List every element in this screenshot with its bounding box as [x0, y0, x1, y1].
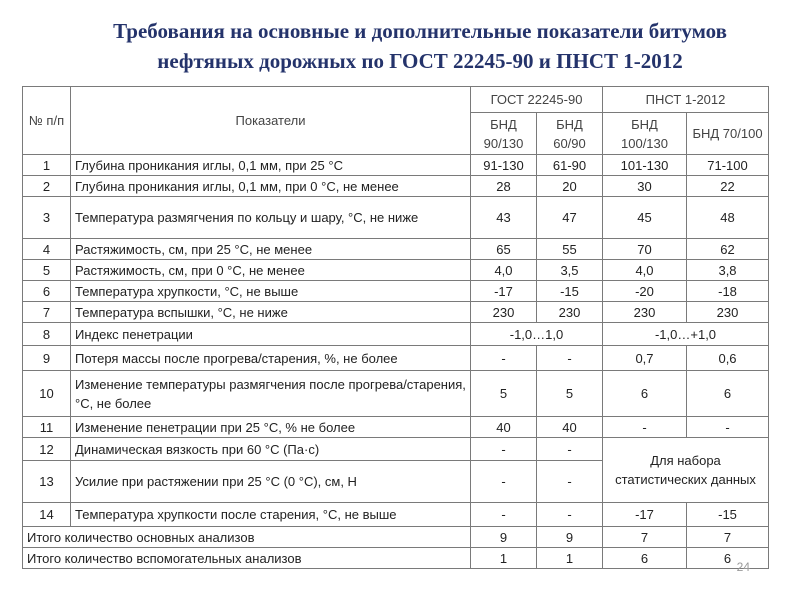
- row-value: 6: [603, 371, 687, 417]
- row-num: 12: [23, 438, 71, 461]
- totals-value: 9: [537, 527, 603, 548]
- row-value: 230: [687, 302, 769, 323]
- row-value: 230: [603, 302, 687, 323]
- row-value: -15: [687, 503, 769, 527]
- row-value: 230: [537, 302, 603, 323]
- row-value: -: [537, 438, 603, 461]
- header-gost: ГОСТ 22245-90: [471, 87, 603, 113]
- row-value: -20: [603, 281, 687, 302]
- row-value: 22: [687, 176, 769, 197]
- row-value: 3,8: [687, 260, 769, 281]
- row-value: -: [603, 417, 687, 438]
- table-row: [23, 260, 769, 281]
- row-value: -: [537, 503, 603, 527]
- totals-value: 6: [603, 548, 687, 569]
- row-num: 8: [23, 323, 71, 346]
- table-row: [23, 155, 769, 176]
- header-gost-col2: БНД 60/90: [537, 113, 603, 155]
- row-name: Температура вспышки, °С, не ниже: [71, 302, 471, 323]
- row-value: 5: [537, 371, 603, 417]
- requirements-table: [22, 86, 769, 569]
- header-gost-col1: БНД 90/130: [471, 113, 537, 155]
- totals-row-main: [23, 527, 769, 548]
- row-value: -: [471, 438, 537, 461]
- row-value: 48: [687, 197, 769, 239]
- table-row: [23, 239, 769, 260]
- row-num: 2: [23, 176, 71, 197]
- row-name: Растяжимость, см, при 0 °С, не менее: [71, 260, 471, 281]
- row-value: -: [471, 346, 537, 371]
- row-value: 0,6: [687, 346, 769, 371]
- header-pnst-col2: БНД 70/100: [687, 113, 769, 155]
- row-num: 1: [23, 155, 71, 176]
- row-num: 5: [23, 260, 71, 281]
- row-name: Глубина проникания иглы, 0,1 мм, при 0 °С, не менее: [71, 176, 471, 197]
- row-value: -: [471, 503, 537, 527]
- row-value: -: [537, 346, 603, 371]
- row-value: 30: [603, 176, 687, 197]
- row-value: 4,0: [471, 260, 537, 281]
- table-row: [23, 417, 769, 438]
- row-value: 71-100: [687, 155, 769, 176]
- row-value: -: [687, 417, 769, 438]
- row-value: -18: [687, 281, 769, 302]
- table-row: [23, 346, 769, 371]
- row-name: Температура размягчения по кольцу и шару, °С, не ниже: [71, 197, 471, 239]
- totals-value: 1: [537, 548, 603, 569]
- totals-value: 1: [471, 548, 537, 569]
- row-num: 9: [23, 346, 71, 371]
- row-value: 91-130: [471, 155, 537, 176]
- row-value: 45: [603, 197, 687, 239]
- row-value: 62: [687, 239, 769, 260]
- row-value: 4,0: [603, 260, 687, 281]
- row-value: 3,5: [537, 260, 603, 281]
- row-num: 10: [23, 371, 71, 417]
- row-name: Индекс пенетрации: [71, 323, 471, 346]
- row-value: 6: [687, 371, 769, 417]
- totals-value: 6: [687, 548, 769, 569]
- row-value: 43: [471, 197, 537, 239]
- row-value: 61-90: [537, 155, 603, 176]
- row-value: -15: [537, 281, 603, 302]
- table-row: [23, 302, 769, 323]
- row-value: 65: [471, 239, 537, 260]
- row-value: -: [471, 461, 537, 503]
- totals-label: Итого количество вспомогательных анализов: [23, 548, 471, 569]
- row-name: Изменение температуры размягчения после прогрева/старения, °С, не более: [71, 371, 471, 417]
- page-number: 24: [736, 560, 750, 574]
- row-num: 14: [23, 503, 71, 527]
- row-value: 5: [471, 371, 537, 417]
- totals-value: 7: [687, 527, 769, 548]
- row-value: 40: [537, 417, 603, 438]
- table-row: [23, 438, 769, 461]
- row-name: Усилие при растяжении при 25 °С (0 °С), см, Н: [71, 461, 471, 503]
- title-line-1: Требования на основные и дополнительные показатели битумов: [113, 19, 727, 43]
- table-row: [23, 371, 769, 417]
- row-name: Динамическая вязкость при 60 °С (Па·с): [71, 438, 471, 461]
- table-row: [23, 281, 769, 302]
- row-value: 40: [471, 417, 537, 438]
- header-indicator: Показатели: [71, 87, 471, 155]
- row-value: 28: [471, 176, 537, 197]
- row-value-merged: -1,0…1,0: [471, 323, 603, 346]
- row-name: Потеря массы после прогрева/старения, %, не более: [71, 346, 471, 371]
- row-num: 13: [23, 461, 71, 503]
- table-row: [23, 323, 769, 346]
- slide-title: [40, 16, 800, 76]
- table-row: [23, 197, 769, 239]
- row-value: 230: [471, 302, 537, 323]
- row-num: 4: [23, 239, 71, 260]
- row-name: Температура хрупкости, °С, не выше: [71, 281, 471, 302]
- row-name: Изменение пенетрации при 25 °С, % не более: [71, 417, 471, 438]
- title-line-2: нефтяных дорожных по ГОСТ 22245-90 и ПНСТ 1-2012: [157, 49, 683, 73]
- row-value: -: [537, 461, 603, 503]
- row-num: 7: [23, 302, 71, 323]
- row-name: Растяжимость, см, при 25 °С, не менее: [71, 239, 471, 260]
- row-value: 70: [603, 239, 687, 260]
- totals-label: Итого количество основных анализов: [23, 527, 471, 548]
- header-num: № п/п: [23, 87, 71, 155]
- row-value: 20: [537, 176, 603, 197]
- header-pnst-col1: БНД 100/130: [603, 113, 687, 155]
- row-value: -17: [603, 503, 687, 527]
- totals-row-aux: [23, 548, 769, 569]
- row-name: Температура хрупкости после старения, °С, не выше: [71, 503, 471, 527]
- header-pnst: ПНСТ 1-2012: [603, 87, 769, 113]
- totals-value: 7: [603, 527, 687, 548]
- table-row: [23, 176, 769, 197]
- totals-value: 9: [471, 527, 537, 548]
- row-value: 55: [537, 239, 603, 260]
- row-value: 47: [537, 197, 603, 239]
- row-value-merged: -1,0…+1,0: [603, 323, 769, 346]
- row-value: 0,7: [603, 346, 687, 371]
- table-row: [23, 503, 769, 527]
- row-num: 6: [23, 281, 71, 302]
- row-value: 101-130: [603, 155, 687, 176]
- row-value: -17: [471, 281, 537, 302]
- row-name: Глубина проникания иглы, 0,1 мм, при 25 °С: [71, 155, 471, 176]
- row-num: 11: [23, 417, 71, 438]
- row-num: 3: [23, 197, 71, 239]
- statistics-note: Для набора статистических данных: [603, 438, 769, 503]
